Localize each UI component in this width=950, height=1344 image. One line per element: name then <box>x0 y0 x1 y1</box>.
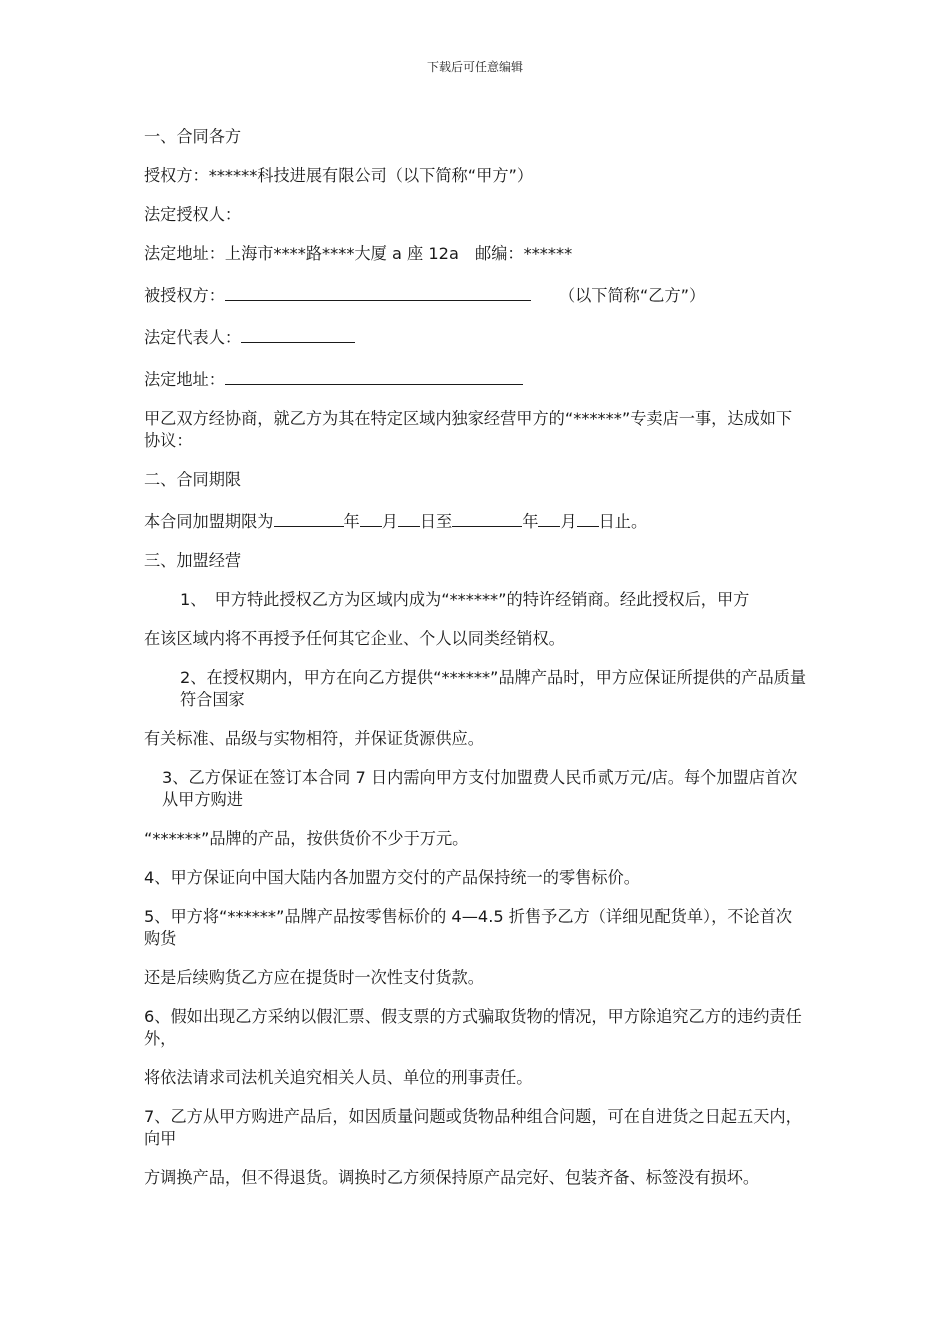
clause-5-part-a: 5、甲方将“******”品牌产品按零售标价的 4—4.5 折售予乙方（详细见配货单），不论首次购货 <box>144 907 793 948</box>
clause-7-part-a: 7、乙方从甲方购进产品后，如因质量问题或货物品种组合问题，可在自进货之日起五天内，向甲 <box>144 1107 802 1148</box>
clause-7-part-b: 方调换产品，但不得退货。调换时乙方须保持原产品完好、包装齐备、标签没有损坏。 <box>144 1168 760 1187</box>
clause-6-part-a: 6、假如出现乙方采纳以假汇票、假支票的方式骗取货物的情况，甲方除追究乙方的违约责任外， <box>144 1007 802 1048</box>
licensee-label: 被授权方： <box>144 286 225 305</box>
legal-authorizer-line: 法定授权人： <box>144 205 242 224</box>
clause-3-part-a: 3、乙方保证在签订本合同 7 日内需向甲方支付加盟费人民币贰万元/店。每个加盟店首次从甲方购进 <box>162 768 798 809</box>
legal-rep-blank <box>241 324 355 343</box>
clause-6-part-b: 将依法请求司法机关追究相关人员、单位的刑事责任。 <box>144 1068 533 1087</box>
end-month-blank <box>538 508 560 527</box>
section-title-parties: 一、合同各方 <box>144 127 242 146</box>
licensee-line <box>144 282 808 307</box>
legal-rep-label: 法定代表人： <box>144 328 242 347</box>
legal-representative-line <box>144 324 808 349</box>
page-header-note: 下载后可任意编辑 <box>426 60 523 74</box>
clause-1-part-a: 1、 甲方特此授权乙方为区域内成为“******”的特许经销商。经此授权后，甲方 <box>180 590 750 609</box>
month-label: 月 <box>560 512 577 531</box>
year-label: 年 <box>343 512 360 531</box>
section-title-franchise: 三、加盟经营 <box>144 551 242 570</box>
licensee-address-label: 法定地址： <box>144 370 225 389</box>
month-label: 月 <box>381 512 398 531</box>
licensee-address-blank <box>225 366 523 385</box>
clause-1-part-b: 在该区域内将不再授予任何其它企业、个人以同类经销权。 <box>144 629 565 648</box>
end-day-blank <box>577 508 599 527</box>
intro-paragraph: 甲乙双方经协商，就乙方为其在特定区域内独家经营甲方的“******”专卖店一事，达成如下协议： <box>144 409 793 450</box>
licensor-line: 授权方：******科技进展有限公司（以下简称“甲方”） <box>144 166 534 185</box>
start-day-blank <box>398 508 420 527</box>
licensor-address-line: 法定地址：上海市****路****大厦 a 座 12a 邮编：****** <box>144 244 573 263</box>
clause-5-part-b: 还是后续购货乙方应在提货时一次性支付货款。 <box>144 968 484 987</box>
licensee-suffix: （以下简称“乙方”） <box>558 286 706 305</box>
section-title-term: 二、合同期限 <box>144 470 242 489</box>
clause-3-part-b: “******”品牌的产品，按供货价不少于万元。 <box>144 829 469 848</box>
day-to-label: 日至 <box>419 512 453 531</box>
start-year-blank <box>274 508 344 527</box>
clause-2-part-a: 2、在授权期内，甲方在向乙方提供“******”品牌产品时，甲方应保证所提供的产品质量符合国家 <box>180 668 807 709</box>
clause-4: 4、甲方保证向中国大陆内各加盟方交付的产品保持统一的零售标价。 <box>144 868 640 887</box>
contract-body <box>144 126 808 1206</box>
day-end-label: 日止。 <box>598 512 648 531</box>
term-line <box>144 508 808 533</box>
end-year-blank <box>452 508 522 527</box>
licensee-name-blank <box>225 282 531 301</box>
term-prefix: 本合同加盟期限为 <box>144 512 274 531</box>
year-label: 年 <box>522 512 539 531</box>
clause-2-part-b: 有关标准、品级与实物相符，并保证货源供应。 <box>144 729 484 748</box>
start-month-blank <box>360 508 382 527</box>
licensee-address-line <box>144 366 808 391</box>
